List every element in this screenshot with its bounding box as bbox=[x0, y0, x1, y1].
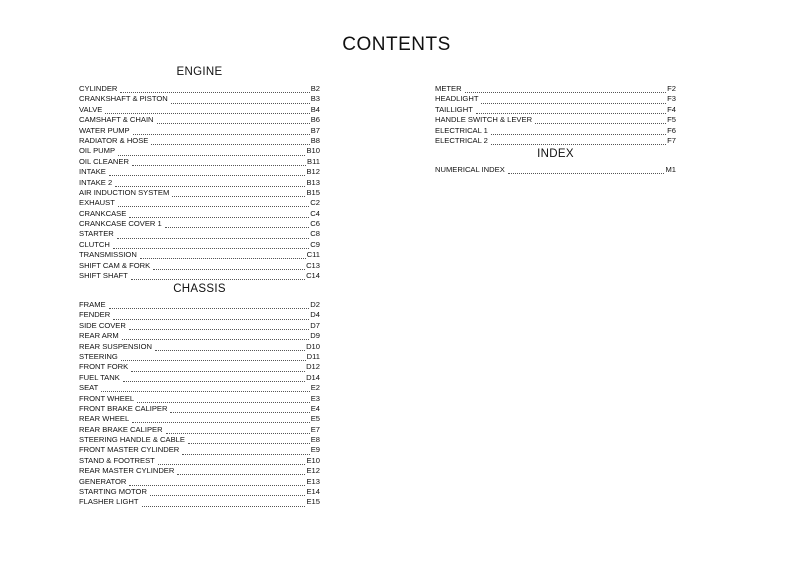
dot-leader bbox=[129, 322, 309, 330]
toc-entry-title: ELECTRICAL 2 bbox=[435, 135, 488, 145]
toc-entry-page: D14 bbox=[306, 372, 320, 382]
toc-entry-title: REAR SUSPENSION bbox=[79, 341, 153, 351]
toc-entry-title: FLASHER LIGHT bbox=[79, 497, 139, 507]
toc-entry-page: E9 bbox=[310, 445, 320, 455]
toc-entry[interactable] bbox=[79, 414, 320, 424]
dot-leader bbox=[166, 426, 310, 434]
dot-leader bbox=[131, 364, 305, 372]
toc-entry-page: B11 bbox=[307, 156, 320, 166]
toc-entry-title: INTAKE bbox=[79, 167, 106, 177]
toc-entry[interactable] bbox=[79, 321, 320, 331]
dot-leader bbox=[535, 116, 666, 124]
toc-entry-page: E4 bbox=[310, 403, 320, 413]
dot-leader bbox=[123, 374, 305, 382]
toc-entry-title: REAR BRAKE CALIPER bbox=[79, 424, 163, 434]
dot-leader bbox=[491, 127, 666, 135]
dot-leader bbox=[153, 262, 305, 270]
dot-leader bbox=[137, 395, 310, 403]
toc-entry-title: SEAT bbox=[79, 383, 99, 393]
toc-entry-page: F6 bbox=[667, 125, 676, 135]
index-list bbox=[435, 165, 676, 175]
toc-entry-page: B13 bbox=[306, 177, 320, 187]
toc-entry-title: WATER PUMP bbox=[79, 125, 130, 135]
dot-leader bbox=[117, 231, 310, 239]
toc-entry[interactable] bbox=[435, 84, 676, 94]
toc-entry[interactable] bbox=[79, 466, 320, 476]
toc-entry-title: SHIFT CAM & FORK bbox=[79, 260, 151, 270]
toc-entry-page: E2 bbox=[310, 383, 320, 393]
toc-entry[interactable] bbox=[79, 188, 320, 198]
toc-entry-title: FRONT FORK bbox=[79, 362, 129, 372]
toc-entry-page: B4 bbox=[310, 104, 320, 114]
toc-entry[interactable] bbox=[79, 229, 320, 239]
toc-entry-page: C8 bbox=[310, 229, 320, 239]
toc-entry-page: D10 bbox=[306, 341, 320, 351]
toc-entry-title: NUMERICAL INDEX bbox=[435, 165, 505, 174]
toc-entry[interactable] bbox=[79, 240, 320, 250]
toc-entry[interactable] bbox=[79, 198, 320, 208]
toc-entry-title: CAMSHAFT & CHAIN bbox=[79, 115, 154, 125]
toc-entry-title: ELECTRICAL 1 bbox=[435, 125, 488, 135]
dot-leader bbox=[122, 332, 310, 340]
dot-leader bbox=[118, 199, 309, 207]
toc-entry-page: B10 bbox=[306, 146, 320, 156]
toc-entry[interactable] bbox=[79, 425, 320, 435]
toc-entry-page: B8 bbox=[310, 135, 320, 145]
dot-leader bbox=[115, 179, 305, 187]
toc-entry-page: C14 bbox=[306, 271, 320, 281]
toc-entry-page: C11 bbox=[306, 250, 320, 260]
electrical-list bbox=[435, 84, 676, 146]
toc-entry-page: B2 bbox=[310, 84, 320, 93]
toc-entry-title: CRANKSHAFT & PISTON bbox=[79, 94, 168, 104]
dot-leader bbox=[476, 106, 666, 114]
chassis-heading: CHASSIS bbox=[173, 283, 226, 295]
engine-list bbox=[79, 84, 320, 281]
toc-entry-title: OIL CLEANER bbox=[79, 156, 129, 166]
toc-entry-page: F4 bbox=[667, 104, 676, 114]
toc-entry[interactable] bbox=[79, 362, 320, 372]
dot-leader bbox=[120, 85, 309, 93]
dot-leader bbox=[142, 499, 306, 507]
toc-entry[interactable] bbox=[79, 477, 320, 487]
dot-leader bbox=[132, 158, 306, 166]
dot-leader bbox=[508, 166, 665, 174]
toc-entry-title: RADIATOR & HOSE bbox=[79, 135, 149, 145]
toc-entry[interactable] bbox=[79, 146, 320, 156]
dot-leader bbox=[101, 384, 309, 392]
toc-entry-page: E13 bbox=[306, 476, 320, 486]
toc-entry[interactable] bbox=[435, 94, 676, 104]
toc-entry[interactable] bbox=[79, 394, 320, 404]
toc-entry[interactable] bbox=[79, 115, 320, 125]
dot-leader bbox=[150, 488, 306, 496]
toc-entry-title: CYLINDER bbox=[79, 84, 118, 93]
toc-entry-title: OIL PUMP bbox=[79, 146, 116, 156]
toc-entry[interactable] bbox=[79, 435, 320, 445]
dot-leader bbox=[157, 116, 310, 124]
toc-entry[interactable] bbox=[79, 352, 320, 362]
toc-entry-page: E7 bbox=[310, 424, 320, 434]
dot-leader bbox=[121, 353, 306, 361]
dot-leader bbox=[465, 85, 667, 93]
toc-entry-page: B6 bbox=[310, 115, 320, 125]
toc-entry-page: C13 bbox=[306, 260, 320, 270]
toc-entry-title: TRANSMISSION bbox=[79, 250, 137, 260]
toc-entry-page: E15 bbox=[306, 497, 320, 507]
engine-heading: ENGINE bbox=[176, 66, 223, 78]
toc-entry-page: B7 bbox=[310, 125, 320, 135]
toc-entry-title: METER bbox=[435, 84, 462, 93]
dot-leader bbox=[182, 447, 309, 455]
toc-entry-title: SHIFT SHAFT bbox=[79, 271, 128, 281]
toc-entry-title: SIDE COVER bbox=[79, 320, 126, 330]
toc-entry[interactable] bbox=[79, 342, 320, 352]
toc-entry[interactable] bbox=[79, 261, 320, 271]
toc-entry-title: CLUTCH bbox=[79, 239, 110, 249]
toc-entry-title: HEADLIGHT bbox=[435, 94, 479, 104]
dot-leader bbox=[105, 106, 309, 114]
toc-entry[interactable] bbox=[79, 84, 320, 94]
toc-entry-page: E8 bbox=[310, 435, 320, 445]
toc-entry[interactable] bbox=[79, 209, 320, 219]
dot-leader bbox=[109, 168, 306, 176]
toc-entry-title: GENERATOR bbox=[79, 476, 127, 486]
dot-leader bbox=[118, 148, 305, 156]
toc-entry-title: EXHAUST bbox=[79, 198, 115, 208]
toc-entry-title: REAR WHEEL bbox=[79, 414, 130, 424]
toc-entry-page: D9 bbox=[310, 331, 320, 341]
toc-entry-page: E5 bbox=[310, 414, 320, 424]
toc-entry[interactable] bbox=[79, 136, 320, 146]
toc-entry[interactable] bbox=[435, 126, 676, 136]
toc-entry-title: FRAME bbox=[79, 300, 106, 309]
toc-entry[interactable] bbox=[435, 105, 676, 115]
toc-entry[interactable] bbox=[79, 373, 320, 383]
toc-entry-title: STAND & FOOTREST bbox=[79, 455, 155, 465]
toc-entry-title: AIR INDUCTION SYSTEM bbox=[79, 187, 170, 197]
dot-leader bbox=[133, 127, 310, 135]
toc-entry[interactable] bbox=[79, 310, 320, 320]
toc-entry-title: TAILLIGHT bbox=[435, 104, 473, 114]
toc-entry-page: F7 bbox=[667, 135, 676, 145]
dot-leader bbox=[132, 415, 309, 423]
toc-entry[interactable] bbox=[435, 115, 676, 125]
dot-leader bbox=[113, 241, 309, 249]
dot-leader bbox=[491, 137, 666, 145]
toc-entry-title: STEERING bbox=[79, 351, 118, 361]
toc-entry-page: C2 bbox=[310, 198, 320, 208]
toc-entry-title: HANDLE SWITCH & LEVER bbox=[435, 115, 533, 125]
toc-entry[interactable] bbox=[79, 105, 320, 115]
dot-leader bbox=[129, 478, 305, 486]
toc-entry-page: C6 bbox=[310, 219, 320, 229]
toc-entry-title: FRONT WHEEL bbox=[79, 393, 135, 403]
dot-leader bbox=[158, 457, 306, 465]
toc-entry[interactable] bbox=[79, 157, 320, 167]
toc-entry[interactable] bbox=[79, 404, 320, 414]
toc-entry-page: E10 bbox=[306, 455, 320, 465]
toc-entry-title: CRANKCASE bbox=[79, 208, 127, 218]
toc-entry-title: REAR MASTER CYLINDER bbox=[79, 466, 175, 476]
chassis-list bbox=[79, 300, 320, 508]
toc-entry[interactable] bbox=[79, 445, 320, 455]
dot-leader bbox=[131, 272, 305, 280]
toc-entry-title: VALVE bbox=[79, 104, 103, 114]
dot-leader bbox=[151, 137, 309, 145]
toc-entry-page: F3 bbox=[667, 94, 676, 104]
dot-leader bbox=[109, 301, 310, 309]
dot-leader bbox=[481, 96, 666, 104]
dot-leader bbox=[113, 312, 309, 320]
toc-entry-title: FRONT BRAKE CALIPER bbox=[79, 403, 168, 413]
dot-leader bbox=[165, 220, 310, 228]
toc-entry[interactable] bbox=[79, 167, 320, 177]
toc-entry-page: D11 bbox=[306, 351, 320, 361]
toc-entry-page: B3 bbox=[310, 94, 320, 104]
toc-entry[interactable] bbox=[79, 219, 320, 229]
toc-entry[interactable] bbox=[79, 94, 320, 104]
toc-entry-page: M1 bbox=[665, 165, 676, 174]
toc-entry[interactable] bbox=[435, 136, 676, 146]
toc-entry[interactable] bbox=[79, 497, 320, 507]
dot-leader bbox=[188, 436, 310, 444]
toc-entry-page: C9 bbox=[310, 239, 320, 249]
toc-entry-page: D12 bbox=[306, 362, 320, 372]
toc-entry-page: D4 bbox=[310, 310, 320, 320]
toc-entry[interactable] bbox=[435, 165, 676, 175]
dot-leader bbox=[140, 251, 306, 259]
toc-entry-page: B15 bbox=[306, 187, 320, 197]
toc-entry-page: F2 bbox=[667, 84, 676, 93]
toc-entry[interactable] bbox=[79, 331, 320, 341]
dot-leader bbox=[155, 343, 305, 351]
toc-entry[interactable] bbox=[79, 487, 320, 497]
toc-entry-title: FENDER bbox=[79, 310, 111, 320]
toc-entry-page: C4 bbox=[310, 208, 320, 218]
toc-entry-page: E14 bbox=[306, 487, 320, 497]
toc-entry[interactable] bbox=[79, 456, 320, 466]
toc-entry-title: FUEL TANK bbox=[79, 372, 120, 382]
toc-entry[interactable] bbox=[79, 178, 320, 188]
toc-entry-page: E3 bbox=[310, 393, 320, 403]
dot-leader bbox=[129, 210, 309, 218]
toc-entry-title: INTAKE 2 bbox=[79, 177, 113, 187]
toc-entry[interactable] bbox=[79, 271, 320, 281]
toc-entry-title: FRONT MASTER CYLINDER bbox=[79, 445, 180, 455]
toc-entry-title: CRANKCASE COVER 1 bbox=[79, 219, 162, 229]
dot-leader bbox=[177, 467, 305, 475]
dot-leader bbox=[171, 96, 310, 104]
toc-entry-title: STEERING HANDLE & CABLE bbox=[79, 435, 185, 445]
toc-entry-page: D2 bbox=[310, 300, 320, 309]
page-title: CONTENTS bbox=[342, 34, 451, 55]
toc-entry-title: STARTER bbox=[79, 229, 114, 239]
toc-entry-title: REAR ARM bbox=[79, 331, 119, 341]
toc-entry-page: B12 bbox=[306, 167, 320, 177]
toc-entry-page: D7 bbox=[310, 320, 320, 330]
toc-entry[interactable] bbox=[79, 300, 320, 310]
toc-entry[interactable] bbox=[79, 383, 320, 393]
dot-leader bbox=[172, 189, 305, 197]
toc-entry-title: STARTING MOTOR bbox=[79, 487, 147, 497]
dot-leader bbox=[170, 405, 309, 413]
index-heading: INDEX bbox=[537, 148, 574, 160]
toc-entry-page: F5 bbox=[667, 115, 676, 125]
toc-entry[interactable] bbox=[79, 126, 320, 136]
toc-entry[interactable] bbox=[79, 250, 320, 260]
toc-entry-page: E12 bbox=[306, 466, 320, 476]
